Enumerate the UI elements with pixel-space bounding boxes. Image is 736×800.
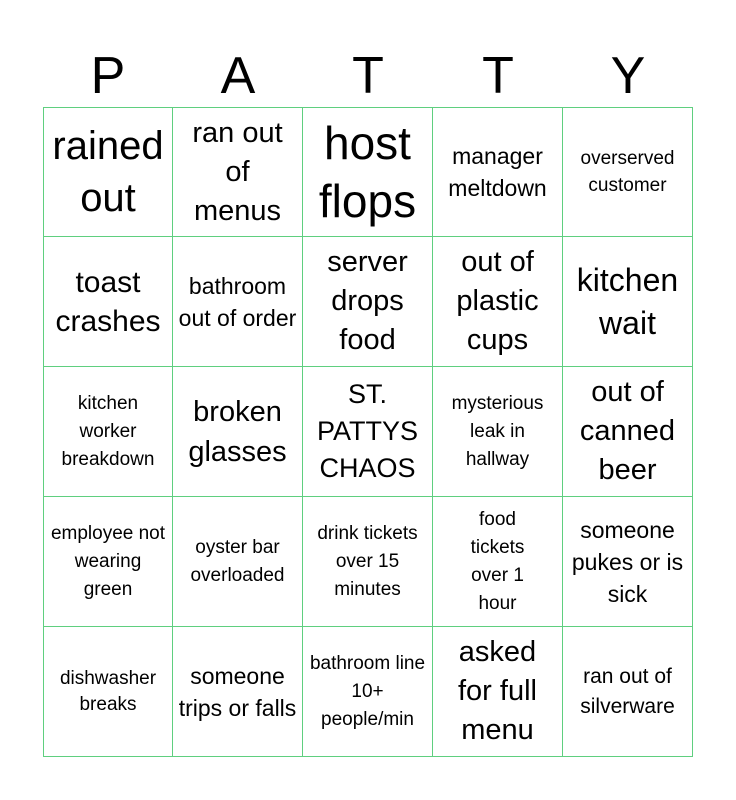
bingo-cell-text: food tickets over 1 hour — [470, 508, 525, 614]
bingo-cell[interactable] — [43, 107, 173, 237]
bingo-cell-text: kitchen wait — [576, 261, 679, 341]
bingo-cell-text: asked for full menu — [458, 636, 537, 746]
bingo-cell-text: dishwasher breaks — [59, 667, 157, 715]
header-letter: T — [352, 47, 384, 105]
bingo-cell-text: employee not wearing green — [50, 522, 166, 600]
bingo-cell-text: someone pukes or is sick — [571, 516, 684, 607]
bingo-cell[interactable] — [43, 237, 173, 367]
bingo-cell[interactable] — [43, 627, 173, 757]
bingo-cell-text: ran out of silverware — [580, 664, 675, 718]
bingo-cell[interactable] — [433, 107, 563, 237]
bingo-cell[interactable] — [433, 237, 563, 367]
bingo-cell-text: drink tickets over 15 minutes — [317, 522, 418, 600]
bingo-board — [43, 107, 693, 757]
bingo-cell[interactable] — [563, 107, 693, 237]
bingo-cell[interactable] — [303, 237, 433, 367]
bingo-cell-text: out of plastic cups — [456, 246, 539, 356]
bingo-cell-text: ST. PATTYS CHAOS — [316, 379, 418, 483]
bingo-cell[interactable] — [173, 627, 303, 757]
bingo-cell-text: overserved customer — [580, 148, 675, 196]
bingo-cell[interactable] — [173, 497, 303, 627]
bingo-cell[interactable] — [563, 237, 693, 367]
bingo-cell[interactable] — [433, 497, 563, 627]
bingo-cell-text: mysterious leak in hallway — [451, 392, 544, 470]
bingo-cell-text: bathroom out of order — [178, 272, 297, 331]
header-letter: Y — [610, 47, 646, 105]
bingo-cell[interactable] — [433, 627, 563, 757]
bingo-cell-text: host flops — [318, 117, 417, 227]
bingo-cell[interactable] — [303, 367, 433, 497]
bingo-cell[interactable] — [173, 237, 303, 367]
header-letter: A — [220, 47, 256, 105]
bingo-cell[interactable] — [43, 367, 173, 497]
bingo-cell[interactable] — [173, 107, 303, 237]
bingo-cell[interactable] — [563, 367, 693, 497]
bingo-cell-text: bathroom line 10+ people/min — [309, 652, 426, 730]
bingo-cell-text: ran out of menus — [192, 116, 283, 227]
bingo-cell-text: manager meltdown — [448, 143, 547, 201]
bingo-cell-text: oyster bar overloaded — [190, 536, 285, 586]
bingo-cell[interactable] — [173, 367, 303, 497]
bingo-cell[interactable] — [563, 627, 693, 757]
bingo-cell-text: toast crashes — [55, 265, 161, 338]
header-letter: T — [482, 47, 514, 105]
bingo-cell-text: out of canned beer — [579, 376, 676, 486]
bingo-cell[interactable] — [303, 107, 433, 237]
bingo-cell-text: server drops food — [327, 246, 408, 356]
bingo-cell-text: broken glasses — [188, 395, 287, 468]
bingo-cell[interactable] — [433, 367, 563, 497]
bingo-cell[interactable] — [303, 627, 433, 757]
bingo-header — [43, 44, 693, 108]
bingo-cell-text: someone trips or falls — [178, 662, 297, 721]
bingo-cell-text: kitchen worker breakdown — [61, 392, 155, 470]
bingo-cell[interactable] — [303, 497, 433, 627]
bingo-cell[interactable] — [43, 497, 173, 627]
header-letter: P — [90, 47, 126, 105]
bingo-cell-text: rained out — [52, 124, 164, 220]
bingo-cell[interactable] — [563, 497, 693, 627]
